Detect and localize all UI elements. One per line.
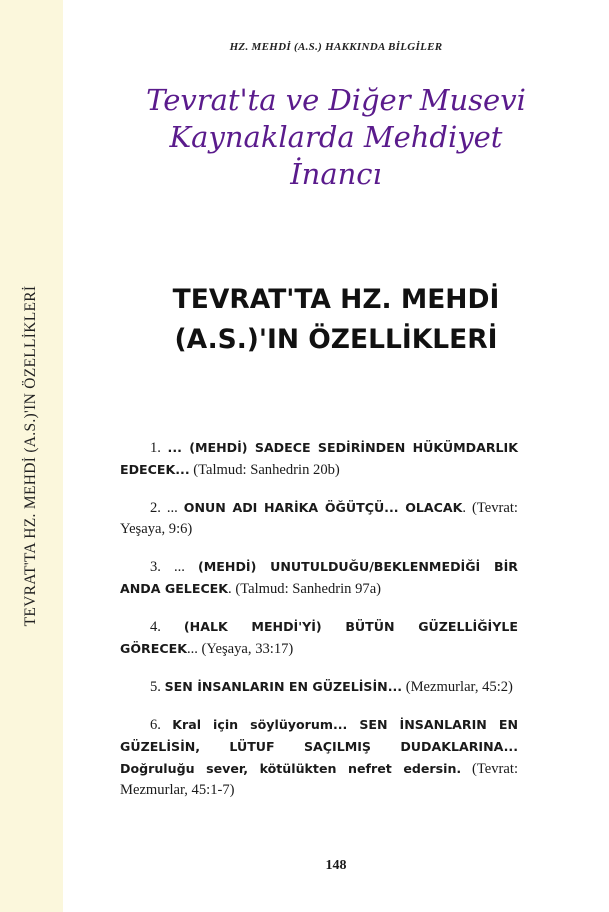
item-number: 3. ... <box>150 559 185 575</box>
page-number: 148 <box>325 858 347 873</box>
item-reference: . (Tevrat: Yeşaya, 9:6) <box>120 500 518 537</box>
item-reference: (Tevrat: Mezmurlar, 45:1-7) <box>120 761 518 798</box>
chapter-title-line: İnancı <box>290 157 382 191</box>
section-title <box>63 280 609 360</box>
side-title-text: TEVRAT'TA HZ. MEHDİ (A.S.)'IN ÖZELLİKLERİ <box>22 285 39 627</box>
list-item <box>120 437 518 481</box>
item-bold-text: ... (MEHDİ) SADECE SEDİRİNDEN HÜKÜMDARLIK EDECEK... <box>120 440 518 477</box>
item-bold-text: (MEHDİ) UNUTULDUĞU/BEKLENMEDİĞİ BİR ANDA GELECEK <box>120 559 519 596</box>
item-reference: . (Talmud: Sanhedrin 97a) <box>228 581 382 597</box>
item-number: 1. <box>150 440 161 456</box>
list-item <box>120 497 518 540</box>
list-item <box>120 714 518 801</box>
item-bold-text: (HALK MEHDİ'Yİ) BÜTÜN GÜZELLİĞİYLE GÖRECEK <box>120 619 518 656</box>
running-head: HZ. MEHDİ (A.S.) HAKKINDA BİLGİLER <box>229 41 443 53</box>
item-reference: (Mezmurlar, 45:2) <box>402 679 513 695</box>
chapter-title <box>63 82 609 193</box>
item-number: 4. <box>150 619 161 635</box>
list-item <box>120 556 518 600</box>
side-chapter-title <box>0 0 63 912</box>
item-bold-text: ONUN ADI HARİKA ÖĞÜTÇÜ... OLACAK <box>183 500 463 515</box>
numbered-list <box>120 437 518 817</box>
item-bold-text: SEN İNSANLARIN EN GÜZELİSİN... <box>164 679 403 694</box>
item-bold-text: Kral için söylüyorum... SEN İNSANLARIN EN GÜZELİSİN, LÜTUF SAÇILMIŞ DUDAKLARINA... Doğruluğu sever, kötülükten nefret edersin. <box>120 717 518 776</box>
item-number: 5. <box>150 679 161 695</box>
section-title-line: TEVRAT'TA HZ. MEHDİ <box>172 284 500 315</box>
item-reference: (Talmud: Sanhedrin 20b) <box>189 462 340 478</box>
item-reference: ... (Yeşaya, 33:17) <box>186 641 294 657</box>
list-item <box>120 616 518 660</box>
item-number: 2. ... <box>150 500 178 516</box>
chapter-title-line: Kaynaklarda Mehdiyet <box>169 120 503 154</box>
chapter-title-line: Tevrat'ta ve Diğer Musevi <box>146 83 526 117</box>
section-title-line: (A.S.)'IN ÖZELLİKLERİ <box>174 324 498 355</box>
list-item <box>120 676 518 698</box>
item-number: 6. <box>150 717 161 733</box>
